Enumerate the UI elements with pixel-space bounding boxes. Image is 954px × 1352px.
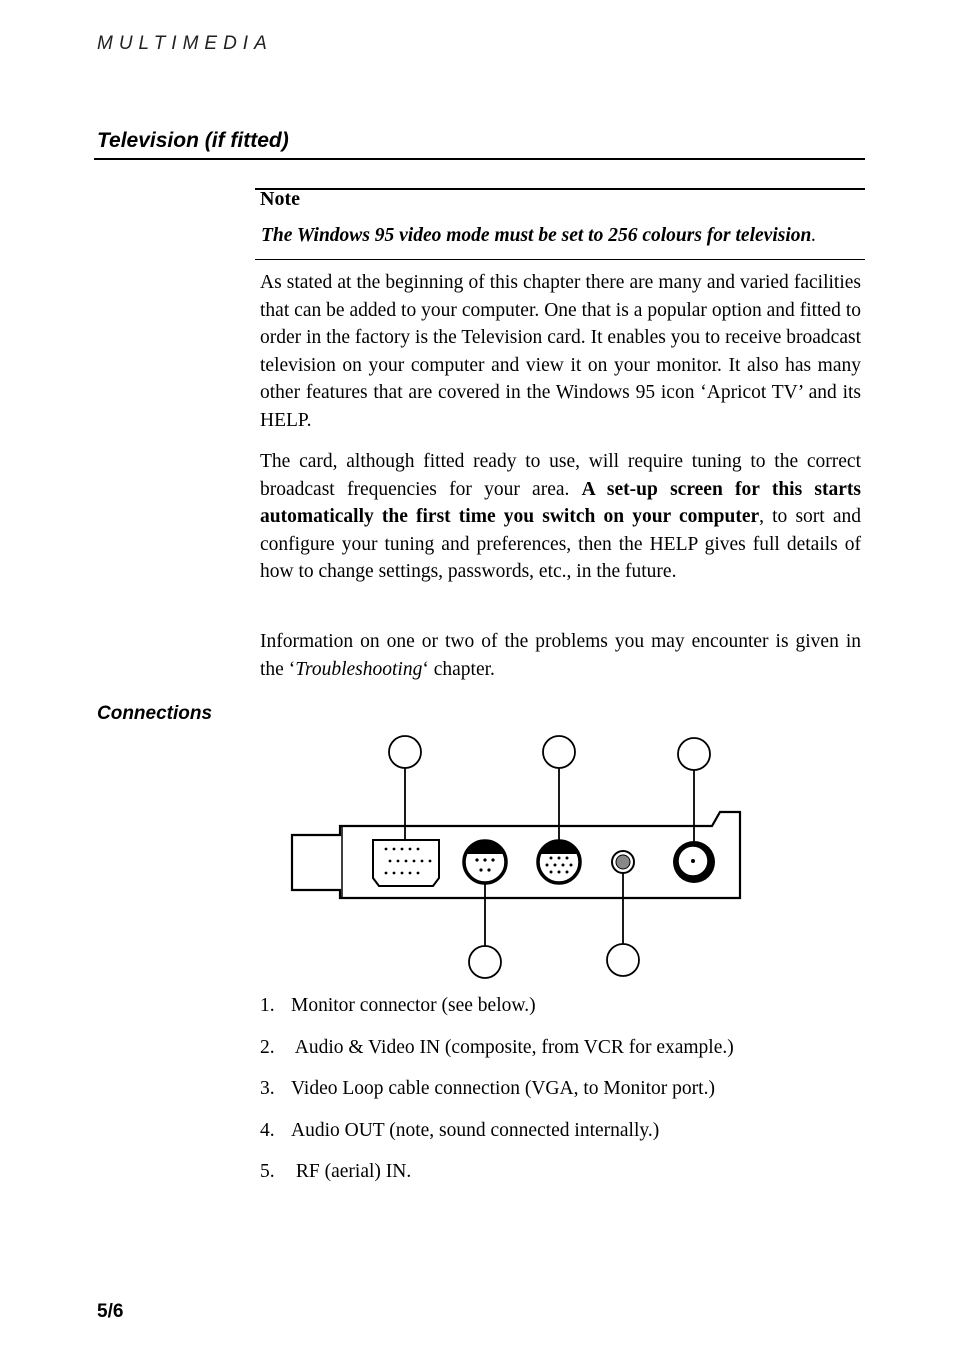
list-item-text: Audio & Video IN (composite, from VCR for example.) xyxy=(291,1036,734,1058)
callout-circle-5 xyxy=(678,738,710,770)
paragraph-intro: As stated at the beginning of this chapter there are many and varied facilities that can be added to your computer. One that is a popular option and fitted to order in the factory is the Television card. It enables you to receive broadcast television on your computer and view it on your monitor. It also has many other features that are covered in the Windows 95 icon ‘Apricot TV’ and its HELP. xyxy=(260,272,861,431)
running-head: MULTIMEDIA xyxy=(97,33,273,54)
callout-circle-2 xyxy=(469,946,501,978)
paragraph-setup xyxy=(260,448,861,586)
note-text: The Windows 95 video mode must be set to 256 colours for television. xyxy=(261,225,817,246)
connections-heading: Connections xyxy=(97,703,213,724)
audio-out-jack-inner xyxy=(616,855,630,869)
list-item-text: Audio OUT (note, sound connected internally.) xyxy=(291,1119,660,1141)
list-item-text: Video Loop cable connection (VGA, to Monitor port.) xyxy=(291,1078,715,1099)
list-item-number: 1. xyxy=(260,995,275,1016)
monitor-connector xyxy=(373,840,439,886)
paragraph-setup-bold: A set-up screen for this starts automatically the first time you switch on your computer xyxy=(260,478,861,527)
list-item xyxy=(260,1158,734,1200)
list-item xyxy=(260,992,734,1034)
paragraph-troubleshooting-text-b: ‘ chapter. xyxy=(422,658,495,680)
list-item-number: 4. xyxy=(260,1119,275,1141)
note-bottom-rule xyxy=(255,259,865,260)
paragraph-troubleshooting-text-a: Information on one or two of the problems you may encounter is given in the ‘ xyxy=(260,631,861,680)
rf-in-connector-pin xyxy=(691,859,695,863)
callout-circle-1 xyxy=(389,736,421,768)
list-item-text: RF (aerial) IN. xyxy=(291,1161,412,1182)
connections-list xyxy=(260,992,734,1200)
page-number: 5/6 xyxy=(97,1301,124,1322)
list-item-number: 2. xyxy=(260,1036,275,1058)
list-item-text: Monitor connector (see below.) xyxy=(291,995,536,1016)
list-item xyxy=(260,1117,734,1159)
section-title: Television (if fitted) xyxy=(97,129,289,152)
callout-circle-4 xyxy=(607,944,639,976)
tv-card-bracket-diagram xyxy=(280,732,750,982)
note-text-content: The Windows 95 video mode must be set to 256 colours for television xyxy=(261,225,812,246)
list-item-number: 3. xyxy=(260,1078,275,1099)
note-top-rule xyxy=(255,188,865,190)
note-label: Note xyxy=(260,188,300,210)
callout-circle-3 xyxy=(543,736,575,768)
list-item-number: 5. xyxy=(260,1161,275,1182)
paragraph-troubleshooting xyxy=(260,628,861,683)
paragraph-setup-text-a: The card, although fitted ready to use, will require tuning to the correct broadcast frequencies for your area. xyxy=(260,451,861,500)
section-rule xyxy=(94,158,865,160)
list-item xyxy=(260,1075,734,1117)
bracket-outline xyxy=(292,812,740,898)
troubleshooting-reference: Troubleshooting xyxy=(295,658,423,680)
list-item xyxy=(260,1034,734,1076)
paragraph-setup-text-b: , to sort and configure your tuning and preferences, then the HELP gives full details of how to change settings, passwords, etc., in the future. xyxy=(260,506,861,582)
